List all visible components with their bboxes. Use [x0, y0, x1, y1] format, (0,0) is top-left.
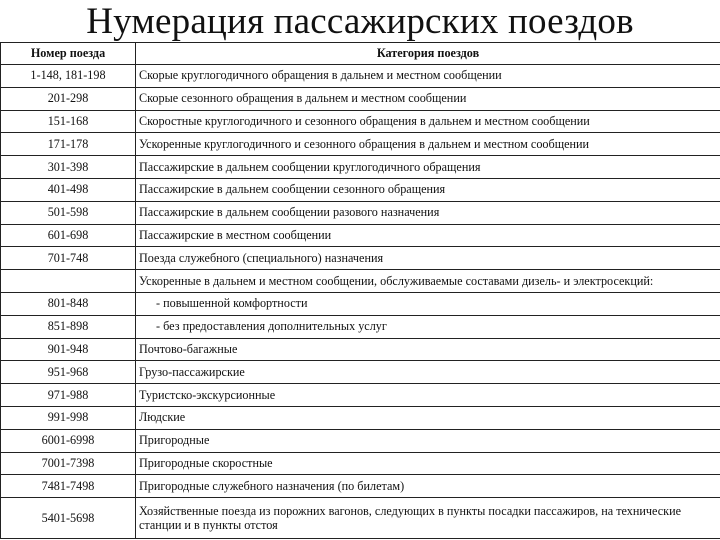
train-number-cell: 501-598: [1, 201, 136, 224]
train-number-cell: 171-178: [1, 133, 136, 156]
train-category-group-heading: Ускоренные в дальнем и местном сообщении, обслуживаемые составами дизель- и электросекций:: [136, 270, 720, 293]
train-category-cell: Хозяйственные поезда из порожних вагонов, следующих в пункты посадки пассажиров, на технические станции и в пункты отстоя: [136, 498, 720, 539]
train-category-cell: Скорые сезонного обращения в дальнем и местном сообщении: [136, 87, 720, 110]
train-category-cell: Людские: [136, 406, 720, 429]
table-row: [1, 361, 720, 384]
train-number-cell: 7001-7398: [1, 452, 136, 475]
train-number-cell: 1-148, 181-198: [1, 65, 136, 88]
train-category-cell: Пассажирские в дальнем сообщении сезонного обращения: [136, 178, 720, 201]
train-category-cell: Почтово-багажные: [136, 338, 720, 361]
table-row-group-heading: [1, 270, 720, 293]
table-row: [1, 338, 720, 361]
train-number-cell: 801-848: [1, 292, 136, 315]
train-category-cell: Грузо-пассажирские: [136, 361, 720, 384]
train-number-cell: [1, 270, 136, 293]
table-row: [1, 384, 720, 407]
train-number-cell: 601-698: [1, 224, 136, 247]
train-category-cell: Поезда служебного (специального) назначения: [136, 247, 720, 270]
train-category-cell: - без предоставления дополнительных услуг: [136, 315, 720, 338]
table-row: [1, 224, 720, 247]
train-number-cell: 301-398: [1, 156, 136, 179]
table-row: [1, 315, 720, 338]
table-row: [1, 178, 720, 201]
table-row: [1, 247, 720, 270]
train-number-cell: 991-998: [1, 406, 136, 429]
table-row: [1, 87, 720, 110]
train-category-cell: Пригородные скоростные: [136, 452, 720, 475]
column-header-train-number: Номер поезда: [1, 43, 136, 65]
table-row: [1, 201, 720, 224]
train-category-cell: Скоростные круглогодичного и сезонного обращения в дальнем и местном сообщении: [136, 110, 720, 133]
train-number-cell: 971-988: [1, 384, 136, 407]
train-number-cell: 5401-5698: [1, 498, 136, 539]
table-row: [1, 475, 720, 498]
table-row: [1, 133, 720, 156]
train-number-cell: 901-948: [1, 338, 136, 361]
train-category-cell: Туристско-экскурсионные: [136, 384, 720, 407]
train-number-cell: 7481-7498: [1, 475, 136, 498]
table-row: [1, 452, 720, 475]
column-header-train-category: Категория поездов: [136, 43, 720, 65]
table-row: [1, 156, 720, 179]
train-category-cell: Пассажирские в дальнем сообщении круглогодичного обращения: [136, 156, 720, 179]
train-category-cell: Ускоренные круглогодичного и сезонного обращения в дальнем и местном сообщении: [136, 133, 720, 156]
train-number-cell: 701-748: [1, 247, 136, 270]
train-category-cell: Пригородные: [136, 429, 720, 452]
train-number-cell: 401-498: [1, 178, 136, 201]
page-title: Нумерация пассажирских поездов: [86, 1, 634, 42]
table-row: [1, 110, 720, 133]
train-category-cell: Пассажирские в местном сообщении: [136, 224, 720, 247]
table-row: [1, 292, 720, 315]
table-row: [1, 429, 720, 452]
table-row: [1, 65, 720, 88]
train-category-cell: Пригородные служебного назначения (по билетам): [136, 475, 720, 498]
train-category-cell: - повышенной комфортности: [136, 292, 720, 315]
table-header-row: [1, 43, 720, 65]
train-number-cell: 151-168: [1, 110, 136, 133]
train-numbering-table: [0, 42, 720, 539]
train-category-cell: Скорые круглогодичного обращения в дальнем и местном сообщении: [136, 65, 720, 88]
train-number-cell: 201-298: [1, 87, 136, 110]
train-number-cell: 6001-6998: [1, 429, 136, 452]
table-row: [1, 406, 720, 429]
train-number-cell: 851-898: [1, 315, 136, 338]
train-category-cell: Пассажирские в дальнем сообщении разового назначения: [136, 201, 720, 224]
train-number-cell: 951-968: [1, 361, 136, 384]
table-row: [1, 498, 720, 539]
